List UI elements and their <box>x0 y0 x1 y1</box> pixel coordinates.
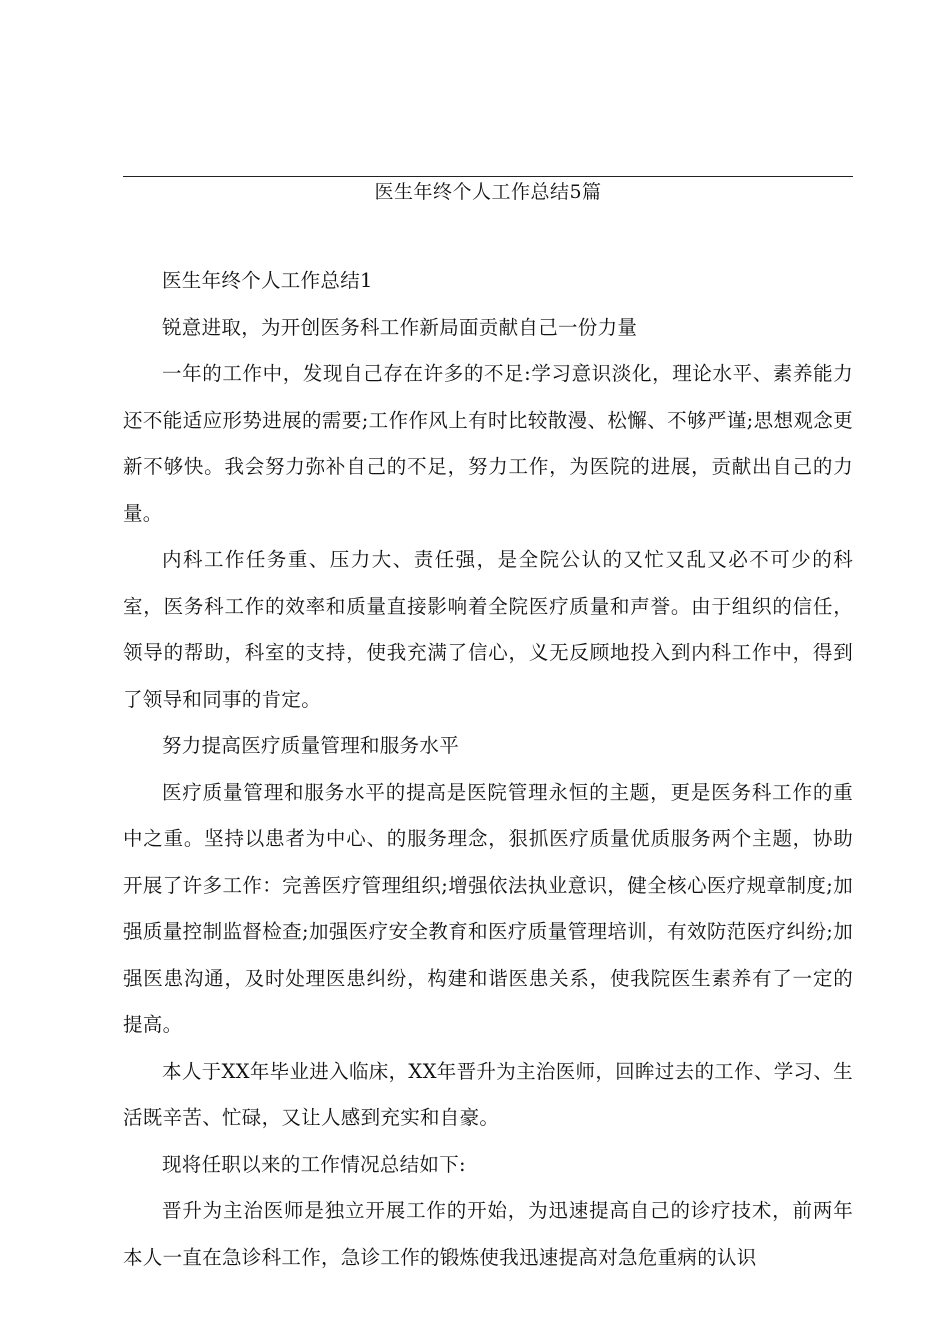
section-heading: 医生年终个人工作总结1 <box>162 269 373 292</box>
paragraph: 本人于XX年毕业进入临床，XX年晋升为主治医师，回眸过去的工作、学习、生活既辛苦、忙碌，又让人感到充实和自豪。 <box>123 1059 853 1129</box>
subheading: 努力提高医疗质量管理和服务水平 <box>162 734 460 757</box>
paragraph: 现将任职以来的工作情况总结如下: <box>162 1152 466 1176</box>
document-title: 医生年终个人工作总结5篇 <box>374 181 602 203</box>
paragraph: 内科工作任务重、压力大、责任强，是全院公认的又忙又乱又必不可少的科室，医务科工作的效率和质量直接影响着全院医疗质量和声誉。由于组织的信任，领导的帮助，科室的支持，使我充满了信心，义无反顾地投入到内科工作中，得到了领导和同事的肯定。 <box>123 548 853 711</box>
paragraph: 一年的工作中，发现自己存在许多的不足:学习意识淡化，理论水平、素养能力还不能适应形势进展的需要;工作作风上有时比较散漫、松懈、不够严谨;思想观念更新不够快。我会努力弥补自己的不足，努力工作，为医院的进展，贡献出自己的力量。 <box>123 362 853 525</box>
subheading: 锐意进取，为开创医务科工作新局面贡献自己一份力量 <box>162 315 638 339</box>
paragraph: 晋升为主治医师是独立开展工作的开始，为迅速提高自己的诊疗技术，前两年本人一直在急诊科工作，急诊工作的锻炼使我迅速提高对急危重病的认识 <box>123 1199 853 1269</box>
header-rule <box>123 176 853 177</box>
paragraph: 医疗质量管理和服务水平的提高是医院管理永恒的主题，更是医务科工作的重中之重。坚持以患者为中心、的服务理念，狠抓医疗质量优质服务两个主题，协助开展了许多工作：完善医疗管理组织;增强依法执业意识，健全核心医疗规章制度;加强质量控制监督检查;加强医疗安全教育和医疗质量管理培训，有效防范医疗纠纷;加强医患沟通，及时处理医患纠纷，构建和谐医患关系，使我院医生素养有了一定的提高。 <box>123 780 853 1036</box>
document-body <box>123 258 853 1281</box>
